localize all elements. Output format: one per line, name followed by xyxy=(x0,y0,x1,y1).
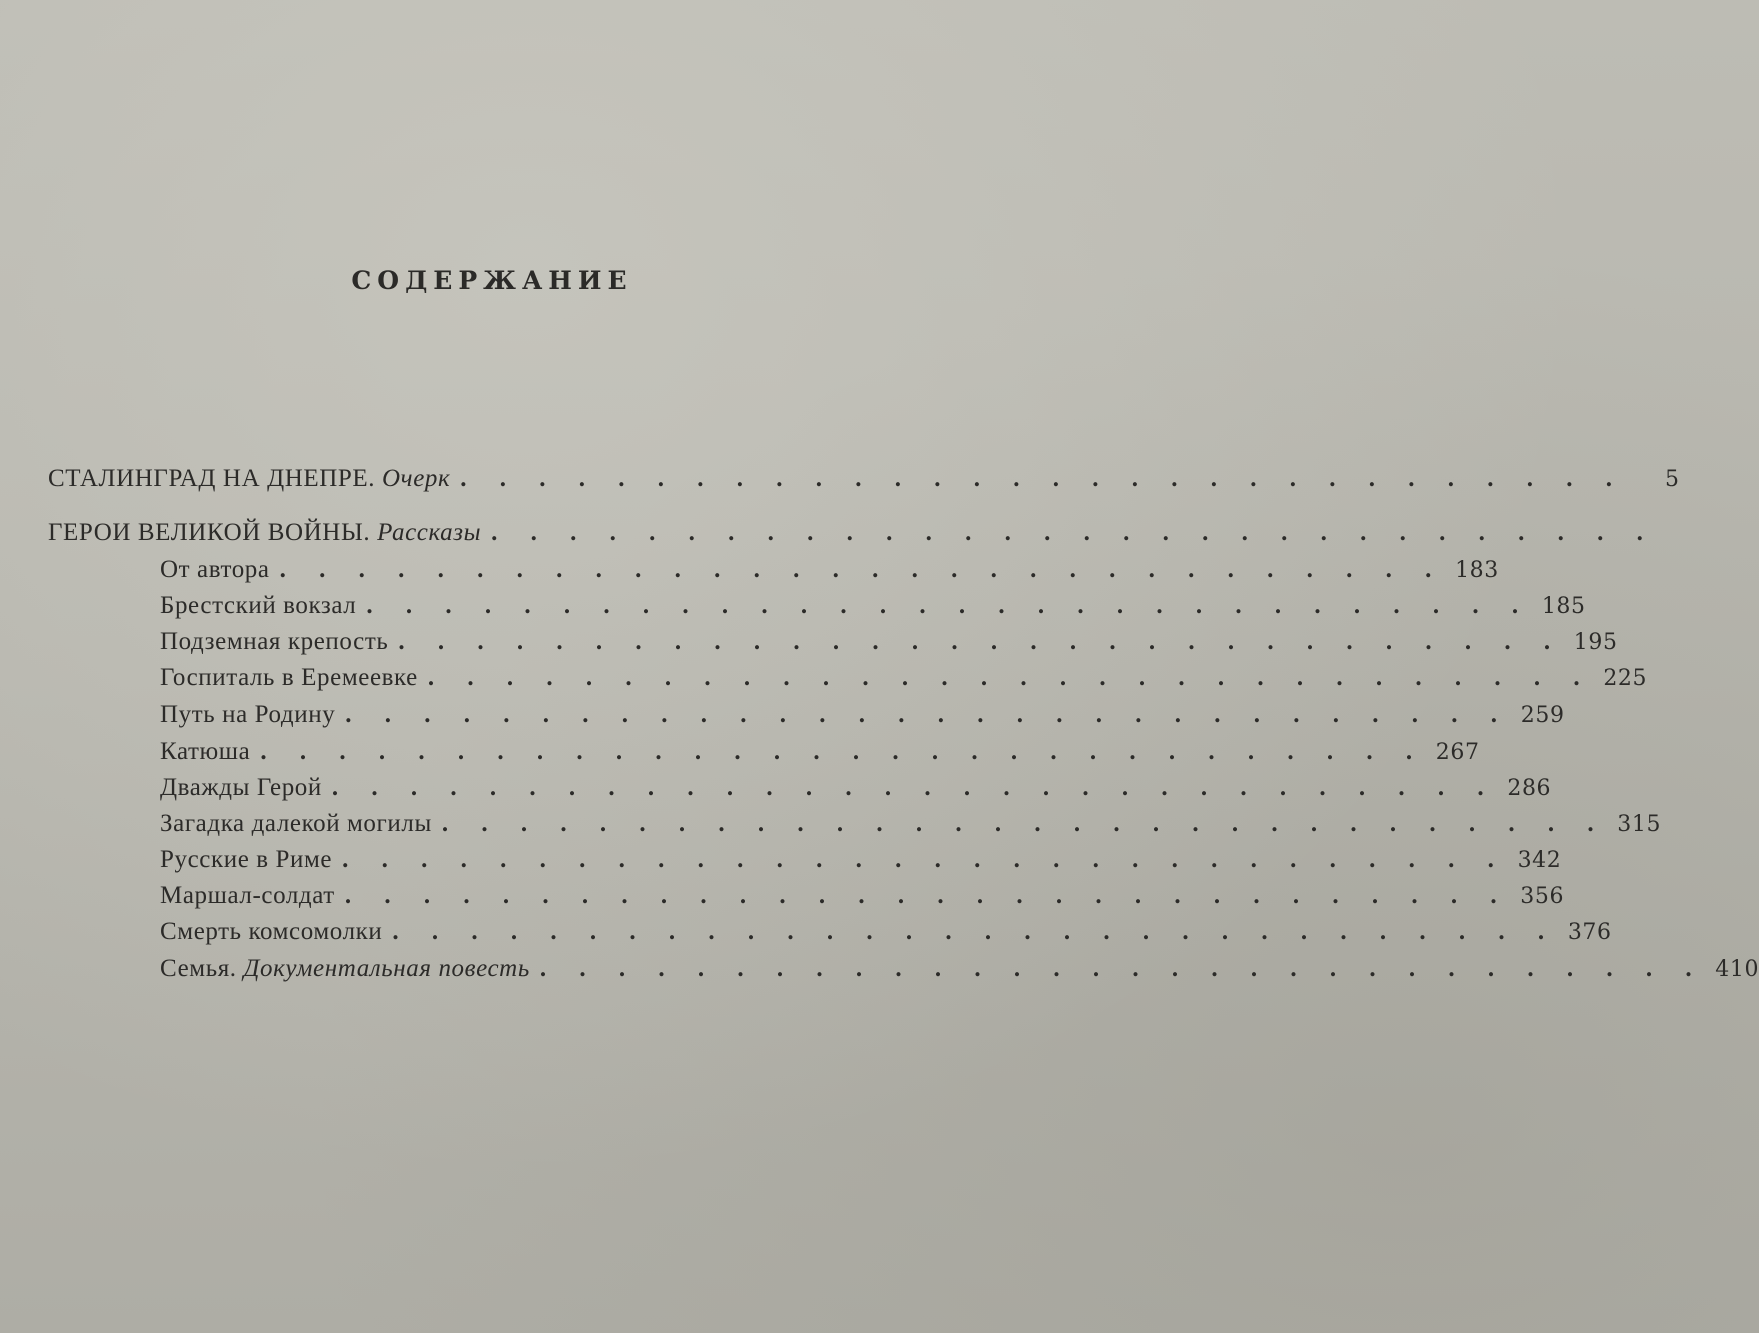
toc-entry xyxy=(48,465,1680,501)
dot-leader: . . . . . . . . . . . . . . . . . . . . . . . . . . . . . . xyxy=(539,955,1706,982)
toc-entry xyxy=(160,592,1586,628)
toc-entry-title: Загадка далекой могилы xyxy=(160,810,432,837)
toc-entry-page: 183 xyxy=(1455,558,1499,583)
toc-entry-title: От автора xyxy=(160,556,270,583)
toc-entry xyxy=(160,846,1562,882)
toc-entry-page: 356 xyxy=(1520,884,1565,909)
toc-entry-page: 376 xyxy=(1567,920,1612,945)
toc-entry-title: Русские в Риме xyxy=(160,846,333,873)
toc-entry-page: 195 xyxy=(1573,630,1618,655)
dot-leader: . . . . . . . . . . . . . . . . . . . . . . . . . . . . . . xyxy=(342,846,1508,873)
dot-leader: . . . . . . . . . . . . . . . . . . . . . . . . . . . . . . xyxy=(427,664,1594,691)
dot-leader: . . . . . . . . . . . . . . . . . . . . . . . . . . . . . . xyxy=(491,519,1657,546)
toc-entry-title: ГЕРОИ ВЕЛИКОЙ ВОЙНЫ. Рассказы xyxy=(48,519,482,546)
page-title: СОДЕРЖАНИЕ xyxy=(351,266,633,295)
toc-entry-page: 259 xyxy=(1520,703,1565,728)
toc-entry-page: 185 xyxy=(1541,594,1586,619)
toc-entry-title: Дважды Герой xyxy=(160,774,322,801)
toc-entry-page: 342 xyxy=(1517,848,1562,873)
toc-entry-page: 225 xyxy=(1603,666,1648,691)
dot-leader: . . . . . . . . . . . . . . . . . . . . . . . . . . . . . . xyxy=(279,556,1445,583)
toc-entry xyxy=(160,774,1552,810)
toc-entry-title: Госпиталь в Еремеевке xyxy=(160,664,418,691)
toc-entry xyxy=(160,955,1759,991)
toc-entry-page: 410 xyxy=(1715,957,1759,982)
dot-leader: . . . . . . . . . . . . . . . . . . . . . . . . . . . . . . xyxy=(260,738,1426,765)
dot-leader: . . . . . . . . . . . . . . . . . . . . . . . . . . . . . . xyxy=(366,592,1532,619)
dot-leader: . . . . . . . . . . . . . . . . . . . . . . . . . . . . . . xyxy=(345,701,1511,728)
toc-entry-title: Подземная крепость xyxy=(160,628,389,655)
toc-entry xyxy=(160,882,1565,918)
toc-entry xyxy=(160,810,1662,846)
toc-entry-page: 315 xyxy=(1617,812,1662,837)
toc-entry xyxy=(160,628,1618,664)
toc-entry-title: Путь на Родину xyxy=(160,701,336,728)
dot-leader: . . . . . . . . . . . . . . . . . . . . . . . . . . . . . . xyxy=(392,918,1558,945)
toc-entry-page: 267 xyxy=(1435,740,1480,765)
dot-leader: . . . . . . . . . . . . . . . . . . . . . . . . . . . . . . xyxy=(441,810,1608,837)
toc-entry xyxy=(160,556,1499,592)
toc-entry-title: Смерть комсомолки xyxy=(160,918,383,945)
toc-entry-title: Маршал-солдат xyxy=(160,882,335,909)
toc-entry xyxy=(48,519,1657,555)
toc-entry-title: СТАЛИНГРАД НА ДНЕПРЕ. Очерк xyxy=(48,465,451,492)
toc-entry xyxy=(160,701,1565,737)
toc-entry-page: 5 xyxy=(1664,467,1680,492)
toc-entry xyxy=(160,918,1612,954)
toc-entry-title: Брестский вокзал xyxy=(160,592,357,619)
toc-entry-title: Семья. Документальная повесть xyxy=(160,955,530,982)
dot-leader: . . . . . . . . . . . . . . . . . . . . . . . . . . . . . . xyxy=(331,774,1498,801)
toc-entry xyxy=(160,738,1480,774)
dot-leader: . . . . . . . . . . . . . . . . . . . . . . . . . . . . . . xyxy=(398,628,1564,655)
dot-leader: . . . . . . . . . . . . . . . . . . . . . . . . . . . . . . xyxy=(344,882,1511,909)
toc-entry xyxy=(160,664,1648,700)
toc-entry-title: Катюша xyxy=(160,738,251,765)
dot-leader: . . . . . . . . . . . . . . . . . . . . . . . . . . . . . . xyxy=(460,465,1626,492)
toc-entry-page: 286 xyxy=(1507,776,1552,801)
